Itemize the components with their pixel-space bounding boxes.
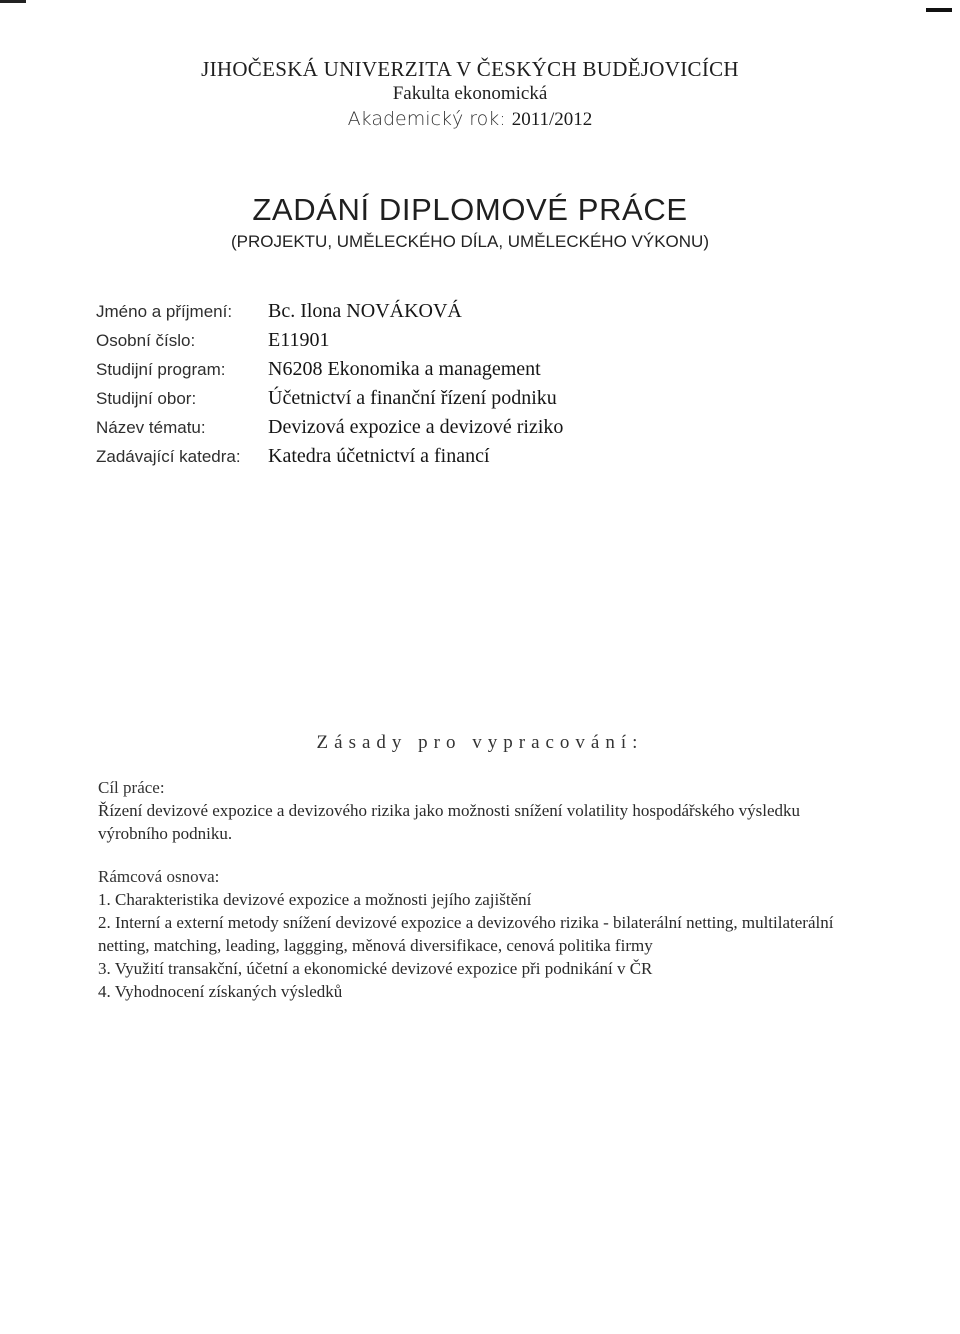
outline-item: 1. Charakteristika devizové expozice a možnosti jejího zajištění xyxy=(98,890,532,909)
info-value: Účetnictví a finanční řízení podniku xyxy=(268,387,557,409)
goal-section xyxy=(98,776,868,845)
info-label: Studijní program: xyxy=(96,360,226,379)
info-row-name xyxy=(96,300,563,329)
document-title-block xyxy=(0,192,940,254)
goal-text: Řízení devizové expozice a devizového rizika jako možnosti snížení volatility hospodářského výsledku výrobního podniku. xyxy=(98,801,800,843)
info-label: Studijní obor: xyxy=(96,389,197,408)
outline-section xyxy=(98,865,868,1003)
goal-heading: Cíl práce: xyxy=(98,778,165,797)
university-name: JIHOČESKÁ UNIVERZITA V ČESKÝCH BUDĚJOVICÍCH xyxy=(201,57,739,81)
outline-list xyxy=(98,888,868,1003)
document-header xyxy=(0,56,940,133)
info-label: Název tématu: xyxy=(96,418,206,437)
info-row-study-program xyxy=(96,358,563,387)
academic-year-label: Akademický rok: xyxy=(347,108,506,130)
info-label: Osobní číslo: xyxy=(96,331,196,350)
info-row-personal-number xyxy=(96,329,563,358)
info-value: Katedra účetnictví a financí xyxy=(268,445,490,467)
document-subtitle: (PROJEKTU, UMĚLECKÉHO DÍLA, UMĚLECKÉHO VÝKONU) xyxy=(231,232,709,251)
student-info-table xyxy=(96,300,563,474)
info-label: Jméno a příjmení: xyxy=(96,302,233,321)
faculty-name: Fakulta ekonomická xyxy=(392,83,548,104)
info-row-department xyxy=(96,445,563,474)
outline-item: 2. Interní a externí metody snížení devizové expozice a devizového rizika - bilaterální netting, multilaterální netting, matching, leading, laggging, měnová diversifikace, cenová politika firmy xyxy=(98,913,834,955)
info-row-topic xyxy=(96,416,563,445)
outline-item: 3. Využití transakční, účetní a ekonomické devizové expozice při podnikání v ČR xyxy=(98,959,653,978)
document-title: ZADÁNÍ DIPLOMOVÉ PRÁCE xyxy=(252,192,688,227)
outline-item: 4. Vyhodnocení získaných výsledků xyxy=(98,982,343,1001)
info-label: Zadávající katedra: xyxy=(96,447,241,466)
principles-heading: Zásady pro vypracování: xyxy=(316,732,644,753)
info-value: Bc. Ilona NOVÁKOVÁ xyxy=(268,300,462,322)
info-value: N6208 Ekonomika a management xyxy=(268,358,541,380)
info-value: Devizová expozice a devizové riziko xyxy=(268,416,564,438)
scan-mark xyxy=(0,0,26,3)
info-value: E11901 xyxy=(268,329,330,351)
info-row-study-field xyxy=(96,387,563,416)
academic-year-value: 2011/2012 xyxy=(511,109,593,130)
principles-body xyxy=(98,776,868,1023)
scan-mark xyxy=(926,8,952,12)
outline-heading: Rámcová osnova: xyxy=(98,867,220,886)
academic-year xyxy=(0,106,940,133)
